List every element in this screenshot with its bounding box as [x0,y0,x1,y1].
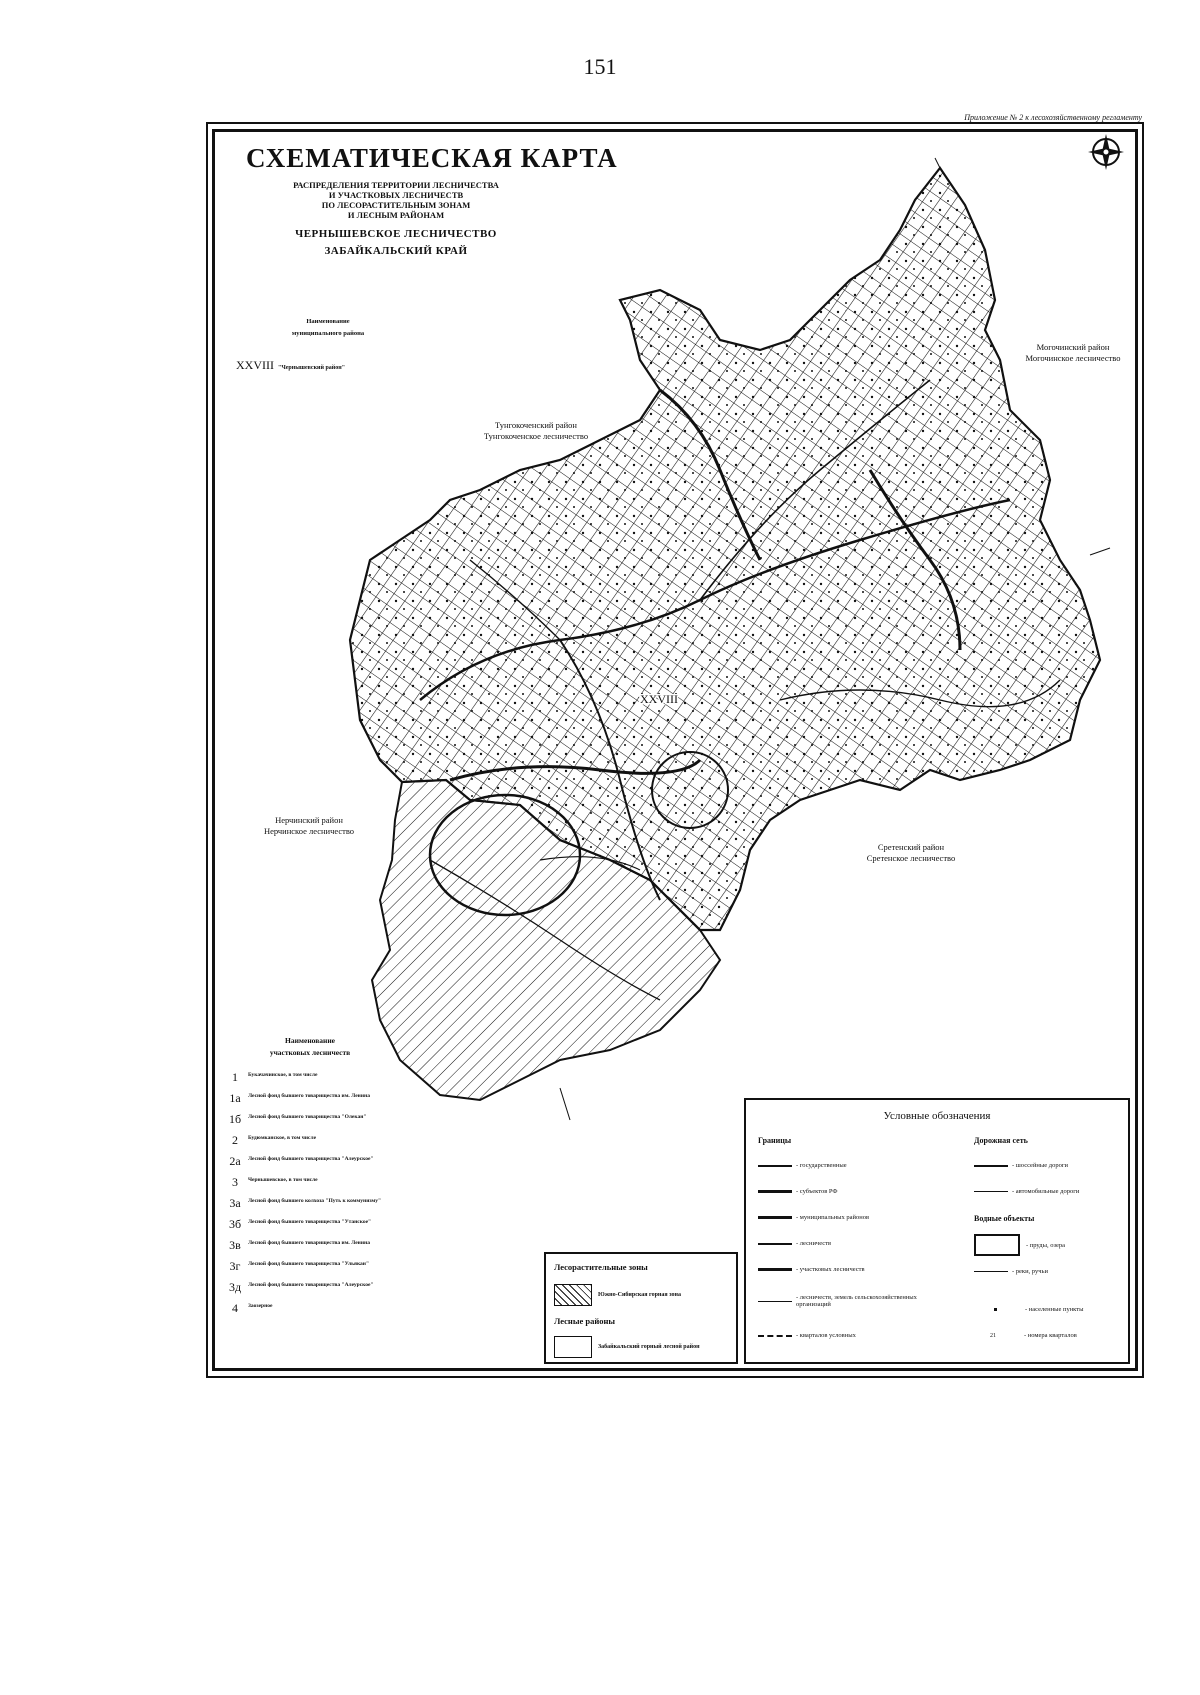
uch-heading-line-2: участковых лесничеств [269,1048,351,1057]
uch-row [222,1175,392,1196]
legend-border-quarters-label: - кварталов условных [796,1332,856,1339]
uch-row [222,1112,392,1133]
district-heading [228,316,428,340]
neighbor-nerchinsk-district: Нерчинский район [275,815,343,825]
settlement-dot-icon [994,1308,997,1311]
legend-border-municipal [758,1214,869,1221]
zones-heading: Лесорастительные зоны [554,1262,648,1272]
legend-line [974,1271,1008,1272]
uch-name: Лесной фонд бывшего товарищества "Алеурское" [248,1156,374,1162]
legend-border-forestry [758,1240,831,1247]
legend-line [758,1268,792,1271]
uch-name: Лесной фонд бывшего товарищества им. Ленина [248,1093,370,1099]
zone-label: Южно-Сибирская горная зона [598,1292,681,1298]
legend-border-forestry-label: - лесничеств [796,1240,832,1247]
title-line-2: И УЧАСТКОВЫХ ЛЕСНИЧЕСТВ [328,190,464,200]
title-line-1: РАСПРЕДЕЛЕНИЯ ТЕРРИТОРИИ ЛЕСНИЧЕСТВА [293,180,499,190]
legend-border-subject [758,1188,838,1195]
regions-heading: Лесные районы [554,1316,616,1326]
legend-border-subject-label: - субъектов РФ [796,1188,838,1195]
uch-name: Лесной фонд бывшего товарищества им. Ленина [248,1240,370,1246]
region-label: Забайкальский горный лесной район [598,1344,700,1350]
uch-code: 3в [229,1238,241,1252]
legend-line [758,1190,792,1193]
neighbor-mogocha [998,342,1148,364]
legend-title: Условные обозначения [883,1110,991,1122]
legend-border-state [758,1162,847,1169]
quarter-number-icon: 21 [990,1332,996,1339]
uch-name: Лесной фонд бывшего колхоза "Путь к коммунизму" [248,1198,382,1204]
neighbor-tungokochen-forestry: Тунгокоченское лесничество [483,431,589,441]
neighbor-sretensk-district: Сретенский район [877,842,945,852]
neighbor-tungokochen-district: Тунгокоченский район [495,420,577,430]
map-district-label: XXVIII [640,692,678,706]
neighbor-mogocha-forestry: Могочинское лесничество [1025,353,1121,363]
uch-heading [220,1035,400,1059]
lake-swatch [974,1234,1020,1256]
legend-line [758,1335,792,1337]
legend-water-lakes [974,1234,1065,1256]
legend-border-quarters [758,1332,856,1339]
title-line-4: И ЛЕСНЫМ РАЙОНАМ [347,210,445,220]
legend-road-auto [974,1188,1079,1195]
legend-water-heading: Водные объекты [974,1214,1035,1223]
district-code-number: XXVIII [236,358,274,372]
uch-row [222,1091,392,1112]
uch-name: Лесной фонд бывшего товарищества "Утанское" [248,1219,372,1225]
zone-swatch [554,1284,592,1306]
legend-line [758,1216,792,1219]
legend-roads-heading: Дорожная сеть [974,1136,1028,1145]
uch-row [222,1280,392,1301]
uch-code: 3 [232,1175,238,1189]
uch-row [222,1217,392,1238]
legend-road-highway-label: - шоссейные дороги [1012,1162,1068,1169]
uch-code: 3д [228,1280,242,1294]
legend-quarter-numbers-label: - номера кварталов [1024,1332,1077,1339]
region-name: ЗАБАЙКАЛЬСКИЙ КРАЙ [324,245,468,257]
map-title: СХЕМАТИЧЕСКАЯ КАРТА [246,143,618,173]
uch-name: Лесной фонд бывшего товарищества "Олекан" [248,1114,367,1120]
region-swatch [554,1336,592,1358]
uch-name: Заозерное [248,1303,273,1309]
forestry-name: ЧЕРНЫШЕВСКОЕ ЛЕСНИЧЕСТВО [295,228,497,240]
compass-rose-icon [1088,134,1124,170]
legend-line [758,1243,792,1245]
legend-water-rivers-label: - реки, ручьи [1012,1268,1048,1275]
uch-name: Лесной фонд бывшего товарищества "Ульякан" [248,1261,370,1267]
neighbor-sretensk [826,842,996,864]
uch-code: 2а [229,1154,241,1168]
legend-line [758,1165,792,1167]
uch-row [222,1196,392,1217]
legend-border-district-label: - участковых лесничеств [796,1266,865,1273]
legend-border-district [758,1266,865,1273]
uch-code: 3г [229,1259,241,1273]
legend-border-agri [758,1294,948,1308]
uch-name: Букачачинское, в том числе [248,1072,318,1078]
appendix-note: Приложение № 2 к лесохозяйственному регламенту [964,113,1142,122]
legend-border-agri-label: - лесничеств, земель сельскохозяйственных организаций [796,1294,917,1308]
uch-name: Лесной фонд бывшего товарищества "Алеурское" [248,1282,374,1288]
uch-code: 3а [229,1196,241,1210]
uch-code: 3б [228,1217,242,1231]
title-line-3: ПО ЛЕСОРАСТИТЕЛЬНЫМ ЗОНАМ [321,200,471,210]
zones-legend [544,1252,738,1364]
page-number: 151 [583,54,617,79]
legend-border-municipal-label: - муниципальных районов [796,1214,870,1221]
uch-row [222,1133,392,1154]
uch-row [222,1238,392,1259]
uch-row [222,1070,392,1091]
uch-row [222,1154,392,1175]
legend-borders-heading: Границы [758,1136,792,1145]
legend-quarter-numbers [990,1332,1077,1339]
uch-name: Чернышевское, в том числе [248,1177,318,1183]
uch-list [222,1070,392,1322]
legend-road-auto-label: - автомобильные дороги [1012,1188,1080,1195]
neighbor-nerchinsk-forestry: Нерчинское лесничество [263,826,355,836]
uch-code: 4 [232,1301,238,1315]
district-heading-line-2: муниципального района [291,330,365,337]
uch-code: 1б [228,1112,242,1126]
district-code-name: "Чернышевский район" [278,365,346,371]
legend [744,1098,1130,1364]
legend-line [974,1165,1008,1167]
legend-line [974,1191,1008,1192]
uch-code: 1а [229,1091,241,1105]
uch-name: Будюмканское, в том числе [248,1135,317,1141]
uch-row [222,1301,392,1322]
legend-settlements [994,1306,1083,1313]
uch-heading-line-1: Наименование [285,1036,335,1045]
neighbor-tungokochen [436,420,636,442]
neighbor-nerchinsk [234,815,384,837]
uch-row [222,1259,392,1280]
legend-settlements-label: - населенные пункты [1025,1306,1084,1313]
neighbor-sretensk-forestry: Сретенское лесничество [866,853,956,863]
legend-road-highway [974,1162,1068,1169]
legend-border-state-label: - государственные [796,1162,847,1169]
legend-line [758,1301,792,1302]
legend-water-lakes-label: - пруды, озера [1026,1241,1066,1249]
legend-water-rivers [974,1268,1048,1275]
district-code [236,358,345,373]
uch-code: 1 [232,1070,238,1084]
district-heading-line-1: Наименование [306,318,350,325]
neighbor-mogocha-district: Могочинский район [1036,342,1110,352]
uch-code: 2 [232,1133,238,1147]
